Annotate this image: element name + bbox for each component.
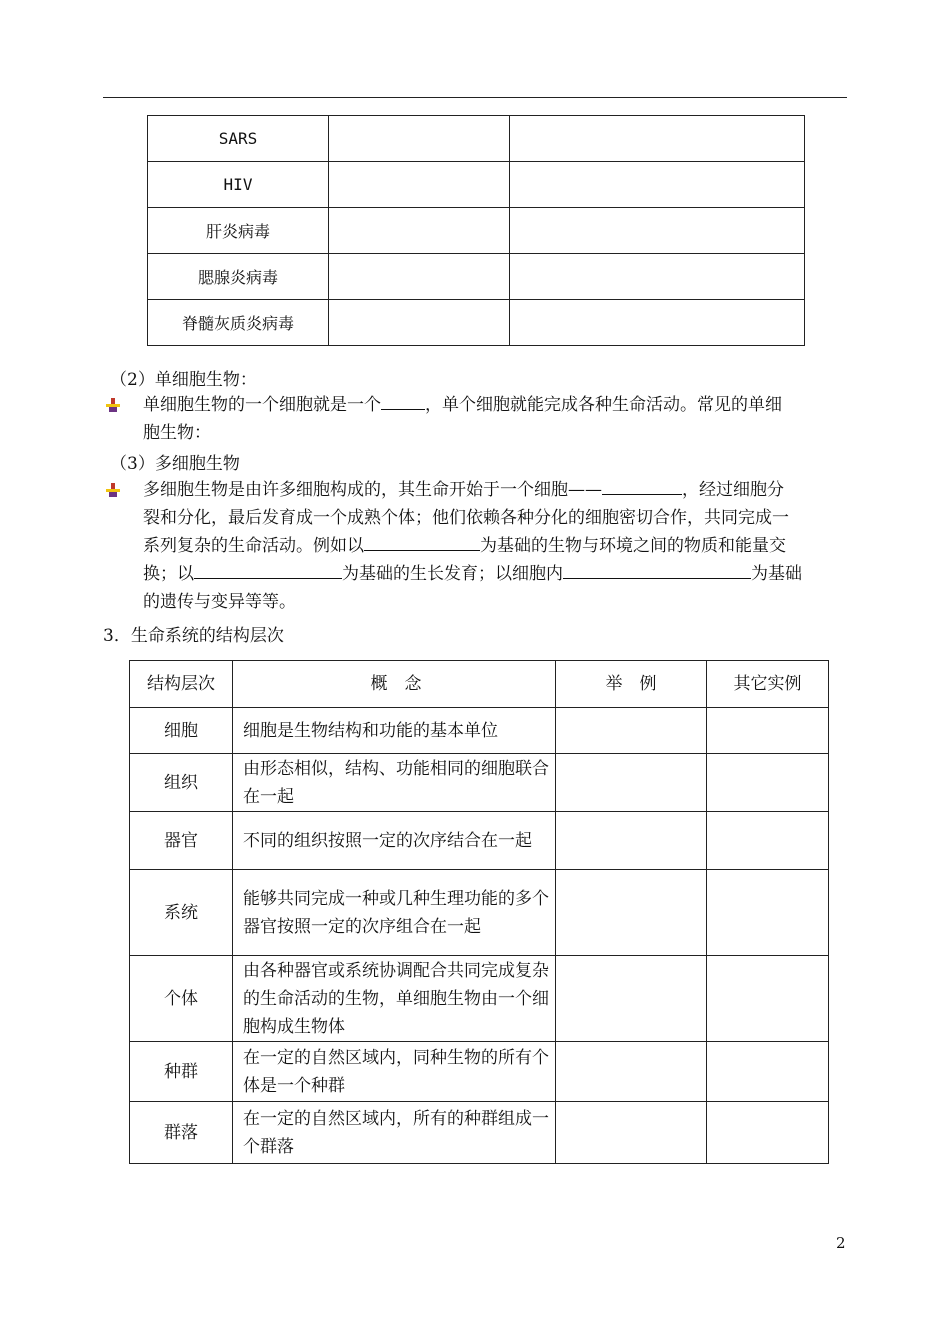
level-cell: 器官 xyxy=(130,812,233,870)
virus-name-cell: 腮腺炎病毒 xyxy=(148,254,329,300)
blank-cell xyxy=(707,1102,829,1164)
level-cell: 组织 xyxy=(130,754,233,812)
text-segment: 的遗传与变异等等。 xyxy=(143,592,296,612)
header-other-example: 其它实例 xyxy=(707,661,829,708)
blank-cell xyxy=(329,300,510,346)
section3-paragraph xyxy=(143,476,848,616)
table-row xyxy=(130,812,829,870)
blank-cell xyxy=(556,754,707,812)
section-title: 3．生命系统的结构层次 xyxy=(103,626,284,646)
text-segment: 胞生物： xyxy=(143,423,211,443)
structure-level-table xyxy=(129,660,829,1164)
fill-blank[interactable] xyxy=(364,533,480,551)
concept-cell: 在一定的自然区域内，同种生物的所有个体是一个种群 xyxy=(233,1042,556,1102)
level-cell: 群落 xyxy=(130,1102,233,1164)
concept-cell: 不同的组织按照一定的次序结合在一起 xyxy=(233,812,556,870)
virus-table xyxy=(147,115,805,346)
text-segment: 为基础 xyxy=(751,564,802,584)
text-segment: ，经过细胞分 xyxy=(682,480,784,500)
blank-cell xyxy=(510,254,805,300)
level-cell: 个体 xyxy=(130,956,233,1042)
concept-cell: 在一定的自然区域内，所有的种群组成一个群落 xyxy=(233,1102,556,1164)
header-concept: 概 念 xyxy=(233,661,556,708)
bullet-icon xyxy=(106,483,120,497)
table-row xyxy=(130,870,829,956)
section3-heading: （3）多细胞生物 xyxy=(110,454,240,474)
fill-blank[interactable] xyxy=(194,561,342,579)
blank-cell xyxy=(329,254,510,300)
blank-cell xyxy=(707,708,829,754)
table-header-row xyxy=(130,661,829,708)
table-row xyxy=(148,162,805,208)
virus-name-cell: 肝炎病毒 xyxy=(148,208,329,254)
fill-blank[interactable] xyxy=(381,392,425,410)
blank-cell xyxy=(556,956,707,1042)
text-segment: 多细胞生物是由许多细胞构成的，其生命开始于一个细胞—— xyxy=(143,480,602,500)
blank-cell xyxy=(556,870,707,956)
blank-cell xyxy=(510,208,805,254)
concept-cell: 由各种器官或系统协调配合共同完成复杂的生命活动的生物，单细胞生物由一个细胞构成生物体 xyxy=(233,956,556,1042)
blank-cell xyxy=(556,1042,707,1102)
blank-cell xyxy=(329,162,510,208)
blank-cell xyxy=(707,870,829,956)
level-cell: 种群 xyxy=(130,1042,233,1102)
bullet-icon xyxy=(106,398,120,412)
concept-cell: 由形态相似，结构、功能相同的细胞联合在一起 xyxy=(233,754,556,812)
blank-cell xyxy=(510,116,805,162)
blank-cell xyxy=(329,116,510,162)
virus-name-cell: 脊髓灰质炎病毒 xyxy=(148,300,329,346)
blank-cell xyxy=(707,754,829,812)
table-row xyxy=(148,208,805,254)
table-row xyxy=(130,754,829,812)
text-segment: ，单个细胞就能完成各种生命活动。常见的单细 xyxy=(425,395,782,415)
header-level: 结构层次 xyxy=(130,661,233,708)
section2-heading: （2）单细胞生物： xyxy=(110,370,257,390)
table-row xyxy=(130,1102,829,1164)
page-number: 2 xyxy=(836,1234,846,1252)
text-segment: 换；以 xyxy=(143,564,194,584)
blank-cell xyxy=(707,956,829,1042)
text-segment: 为基础的生物与环境之间的物质和能量交 xyxy=(480,536,786,556)
text-segment: 为基础的生长发育；以细胞内 xyxy=(342,564,563,584)
blank-cell xyxy=(329,208,510,254)
blank-cell xyxy=(556,708,707,754)
blank-cell xyxy=(707,812,829,870)
table-row xyxy=(148,116,805,162)
section2-paragraph xyxy=(143,391,848,447)
table-row xyxy=(130,708,829,754)
blank-cell xyxy=(510,300,805,346)
table-row xyxy=(130,1042,829,1102)
level-cell: 系统 xyxy=(130,870,233,956)
blank-cell xyxy=(707,1042,829,1102)
blank-cell xyxy=(556,1102,707,1164)
virus-name-cell: SARS xyxy=(148,116,329,162)
fill-blank[interactable] xyxy=(602,477,682,495)
level-cell: 细胞 xyxy=(130,708,233,754)
concept-cell: 能够共同完成一种或几种生理功能的多个器官按照一定的次序组合在一起 xyxy=(233,870,556,956)
table-row xyxy=(148,254,805,300)
text-segment: 系列复杂的生命活动。例如以 xyxy=(143,536,364,556)
fill-blank[interactable] xyxy=(563,561,751,579)
blank-cell xyxy=(556,812,707,870)
header-example: 举 例 xyxy=(556,661,707,708)
header-rule xyxy=(103,97,847,98)
table-row xyxy=(148,300,805,346)
text-segment: 裂和分化，最后发育成一个成熟个体；他们依赖各种分化的细胞密切合作，共同完成一 xyxy=(143,508,789,528)
blank-cell xyxy=(510,162,805,208)
table-row xyxy=(130,956,829,1042)
virus-name-cell: HIV xyxy=(148,162,329,208)
concept-cell: 细胞是生物结构和功能的基本单位 xyxy=(233,708,556,754)
text-segment: 单细胞生物的一个细胞就是一个 xyxy=(143,395,381,415)
